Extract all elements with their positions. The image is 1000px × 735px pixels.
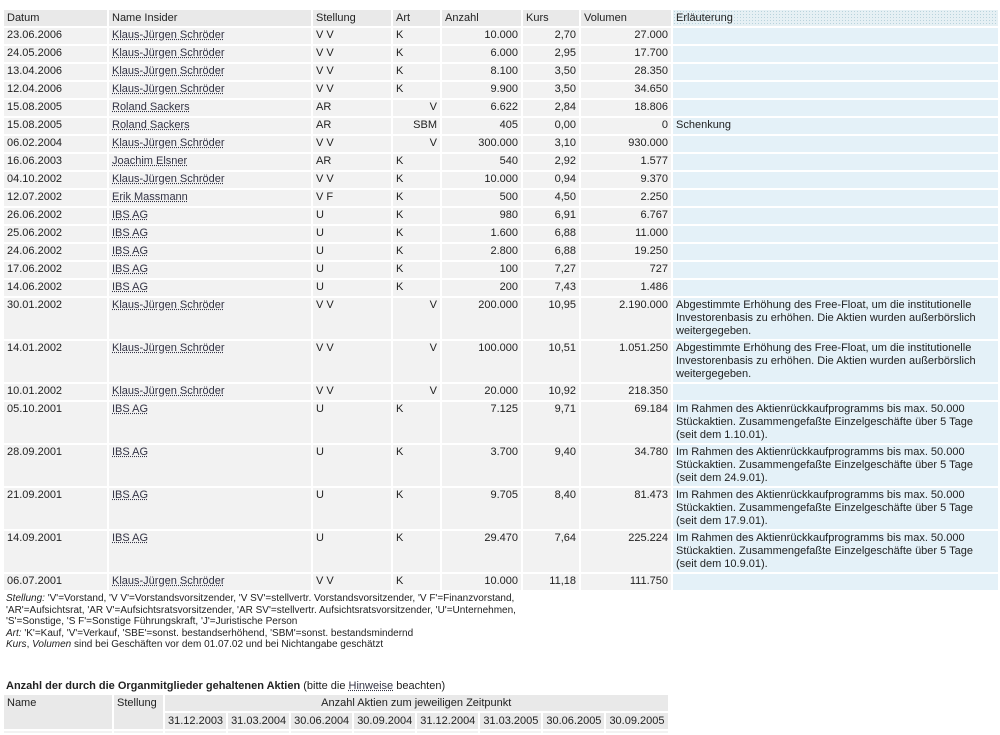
header-art: Art (393, 10, 440, 26)
insider-link[interactable]: Klaus-Jürgen Schröder (112, 29, 225, 41)
cell-stellung: AR (313, 100, 391, 116)
cell-erlaeuterung (673, 28, 998, 44)
cell-datum: 16.06.2003 (4, 154, 107, 170)
table-row (4, 280, 998, 296)
cell-art: V (393, 384, 440, 400)
cell-datum: 25.06.2002 (4, 226, 107, 242)
cell-kurs: 11,18 (523, 574, 579, 590)
date-column-header: 30.06.2004 (291, 713, 352, 729)
cell-anzahl: 2.800 (442, 244, 521, 260)
insider-link[interactable]: Klaus-Jürgen Schröder (112, 342, 225, 354)
header-anzahl: Anzahl (442, 10, 521, 26)
insider-link[interactable]: IBS AG (112, 227, 149, 239)
cell-name (109, 298, 311, 339)
insider-link[interactable]: IBS AG (112, 446, 149, 458)
col-group-header: Anzahl Aktien zum jeweiligen Zeitpunkt (165, 695, 668, 711)
header-erlaeuterung: Erläuterung (673, 10, 998, 26)
cell-erlaeuterung (673, 136, 998, 152)
cell-kurs: 8,40 (523, 488, 579, 529)
date-column-header: 30.06.2005 (543, 713, 604, 729)
cell-volumen: 69.184 (581, 402, 671, 443)
cell-anzahl: 405 (442, 118, 521, 134)
table-row (4, 190, 998, 206)
cell-name (109, 574, 311, 590)
holdings-heading (6, 679, 998, 693)
cell-stellung: V V (313, 341, 391, 382)
cell-art: K (393, 531, 440, 572)
cell-erlaeuterung (673, 154, 998, 170)
blank-cell (114, 731, 163, 733)
cell-anzahl: 8.100 (442, 64, 521, 80)
cell-stellung: V V (313, 298, 391, 339)
cell-kurs: 0,00 (523, 118, 579, 134)
cell-erlaeuterung (673, 100, 998, 116)
cell-datum: 12.07.2002 (4, 190, 107, 206)
cell-stellung: V V (313, 82, 391, 98)
cell-stellung: U (313, 402, 391, 443)
cell-stellung: AR (313, 118, 391, 134)
date-column-header: 31.12.2003 (165, 713, 226, 729)
cell-name (109, 136, 311, 152)
cell-name (109, 488, 311, 529)
cell-kurs: 9,40 (523, 445, 579, 486)
cell-stellung: U (313, 226, 391, 242)
cell-art: V (393, 341, 440, 382)
cell-erlaeuterung (673, 190, 998, 206)
cell-datum: 14.09.2001 (4, 531, 107, 572)
cell-datum: 21.09.2001 (4, 488, 107, 529)
cell-stellung: U (313, 280, 391, 296)
cell-art: SBM (393, 118, 440, 134)
col-name: Name (4, 695, 112, 729)
cell-stellung: V F (313, 190, 391, 206)
cell-erlaeuterung (673, 574, 998, 590)
cell-name (109, 82, 311, 98)
insider-link[interactable]: Klaus-Jürgen Schröder (112, 299, 225, 311)
cell-art: K (393, 28, 440, 44)
cell-art: V (393, 136, 440, 152)
insider-link[interactable]: Roland Sackers (112, 101, 190, 113)
table-row (4, 100, 998, 116)
cell-volumen: 27.000 (581, 28, 671, 44)
holdings-note-end: beachten) (393, 679, 446, 692)
insider-link[interactable]: Joachim Elsner (112, 155, 188, 167)
cell-stellung: AR (313, 154, 391, 170)
cell-name (109, 64, 311, 80)
cell-kurs: 6,88 (523, 226, 579, 242)
table-row (4, 574, 998, 590)
cell-anzahl: 1.600 (442, 226, 521, 242)
cell-volumen: 225.224 (581, 531, 671, 572)
cell-anzahl: 200 (442, 280, 521, 296)
legend-stellung-text: 'V'=Vorstand, 'V V'=Vorstandsvorsitzender, 'V SV'=stellvertr. Vorstandsvorsitzender, 'V F'=Finanzvorstand, 'AR'=Aufsichtsrat, 'AR V'=Aufsichtsratsvorsitzender, 'AR SV'=stellvertr. Aufsichtsratsvorsitzender, 'U'=Unternehmen, 'S'=Sonstige, 'S F'=Sonstige Führungskraft, 'J'=Juristische Person (6, 593, 516, 627)
cell-kurs: 2,70 (523, 28, 579, 44)
cell-erlaeuterung (673, 384, 998, 400)
cell-name (109, 46, 311, 62)
cell-volumen: 18.806 (581, 100, 671, 116)
cell-volumen: 81.473 (581, 488, 671, 529)
cell-name (109, 402, 311, 443)
cell-volumen: 2.190.000 (581, 298, 671, 339)
cell-art: K (393, 244, 440, 260)
blank-cell (417, 731, 478, 733)
header-datum: Datum (4, 10, 107, 26)
legend-stellung-label: Stellung: (6, 593, 45, 604)
legend-kurs-text: sind bei Geschäften vor dem 01.07.02 und bei Nichtangabe geschätzt (71, 639, 384, 650)
table-row (4, 531, 998, 572)
cell-art: K (393, 82, 440, 98)
cell-erlaeuterung: Im Rahmen des Aktienrückkaufprogramms bis max. 50.000 Stückaktien. Zusammengefaßte Einzelgeschäfte über 5 Tage (seit dem 10.9.01). (673, 531, 998, 572)
date-column-header: 30.09.2004 (354, 713, 415, 729)
cell-datum: 28.09.2001 (4, 445, 107, 486)
cell-art: K (393, 445, 440, 486)
table-row (4, 136, 998, 152)
cell-art: K (393, 172, 440, 188)
cell-datum: 23.06.2006 (4, 28, 107, 44)
cell-art: K (393, 226, 440, 242)
insider-link[interactable]: IBS AG (112, 489, 149, 501)
blank-cell (543, 731, 604, 733)
cell-kurs: 7,43 (523, 280, 579, 296)
cell-kurs: 2,92 (523, 154, 579, 170)
cell-name (109, 208, 311, 224)
insider-link[interactable]: Klaus-Jürgen Schröder (112, 385, 225, 397)
cell-kurs: 0,94 (523, 172, 579, 188)
cell-erlaeuterung (673, 280, 998, 296)
cell-anzahl: 500 (442, 190, 521, 206)
cell-anzahl: 10.000 (442, 574, 521, 590)
table-row (4, 82, 998, 98)
insider-link[interactable]: Klaus-Jürgen Schröder (112, 47, 225, 59)
cell-erlaeuterung (673, 208, 998, 224)
table-row (4, 298, 998, 339)
cell-art: K (393, 262, 440, 278)
table-row (4, 118, 998, 134)
cell-erlaeuterung (673, 244, 998, 260)
cell-volumen: 0 (581, 118, 671, 134)
cell-stellung: U (313, 488, 391, 529)
cell-datum: 06.07.2001 (4, 574, 107, 590)
abbreviation-legend (6, 593, 998, 651)
cell-name (109, 531, 311, 572)
cell-kurs: 3,10 (523, 136, 579, 152)
header-volumen: Volumen (581, 10, 671, 26)
cell-art: K (393, 574, 440, 590)
table-row (4, 208, 998, 224)
cell-name (109, 280, 311, 296)
cell-erlaeuterung: Schenkung (673, 118, 998, 134)
cell-datum: 26.06.2002 (4, 208, 107, 224)
date-column-header: 31.03.2004 (228, 713, 289, 729)
holdings-note: (bitte die (300, 679, 349, 692)
cell-stellung: U (313, 208, 391, 224)
insider-link[interactable]: Klaus-Jürgen Schröder (112, 575, 225, 587)
cell-kurs: 2,84 (523, 100, 579, 116)
table-row (4, 226, 998, 242)
cell-volumen: 19.250 (581, 244, 671, 260)
cell-volumen: 9.370 (581, 172, 671, 188)
date-column-header: 31.12.2004 (417, 713, 478, 729)
legend-art-label: Art: (6, 627, 22, 639)
cell-art: K (393, 190, 440, 206)
insider-link[interactable]: IBS AG (112, 532, 149, 544)
cell-erlaeuterung: Abgestimmte Erhöhung des Free-Float, um die institutionelle Investorenbasis zu erhöhen. Die Aktien wurden außerbörslich weitergegeben. (673, 341, 998, 382)
table-row (4, 172, 998, 188)
cell-name (109, 341, 311, 382)
insider-link[interactable]: Klaus-Jürgen Schröder (112, 65, 225, 77)
cell-kurs: 10,51 (523, 341, 579, 382)
cell-art: V (393, 298, 440, 339)
cell-anzahl: 6.622 (442, 100, 521, 116)
date-column-header: 31.03.2005 (480, 713, 541, 729)
cell-anzahl: 10.000 (442, 28, 521, 44)
cell-kurs: 3,50 (523, 64, 579, 80)
table-header-row (4, 10, 998, 26)
cell-anzahl: 300.000 (442, 136, 521, 152)
cell-anzahl: 540 (442, 154, 521, 170)
table-row (4, 46, 998, 62)
cell-volumen: 6.767 (581, 208, 671, 224)
cell-anzahl: 10.000 (442, 172, 521, 188)
cell-name (109, 100, 311, 116)
cell-art: K (393, 46, 440, 62)
legend-volumen-label: Volumen (32, 639, 72, 650)
holdings-header-row (4, 695, 668, 711)
cell-erlaeuterung (673, 64, 998, 80)
cell-anzahl: 100.000 (442, 341, 521, 382)
cell-anzahl: 200.000 (442, 298, 521, 339)
cell-anzahl: 980 (442, 208, 521, 224)
cell-volumen: 930.000 (581, 136, 671, 152)
cell-name (109, 226, 311, 242)
cell-stellung: V V (313, 46, 391, 62)
blank-cell (4, 731, 112, 733)
cell-anzahl: 9.705 (442, 488, 521, 529)
cell-volumen: 1.051.250 (581, 341, 671, 382)
holdings-row (4, 731, 668, 733)
cell-datum: 14.01.2002 (4, 341, 107, 382)
table-row (4, 244, 998, 260)
cell-art: K (393, 488, 440, 529)
cell-datum: 30.01.2002 (4, 298, 107, 339)
cell-anzahl: 7.125 (442, 402, 521, 443)
cell-name (109, 384, 311, 400)
cell-anzahl: 3.700 (442, 445, 521, 486)
cell-art: K (393, 280, 440, 296)
cell-stellung: U (313, 531, 391, 572)
holdings-title: Anzahl der durch die Organmitglieder gehaltenen Aktien (6, 679, 301, 692)
cell-datum: 12.04.2006 (4, 82, 107, 98)
cell-name (109, 190, 311, 206)
cell-volumen: 34.780 (581, 445, 671, 486)
cell-datum: 13.04.2006 (4, 64, 107, 80)
cell-datum: 15.08.2005 (4, 118, 107, 134)
cell-name (109, 28, 311, 44)
cell-datum: 14.06.2002 (4, 280, 107, 296)
cell-volumen: 11.000 (581, 226, 671, 242)
header-stellung: Stellung (313, 10, 391, 26)
table-row (4, 402, 998, 443)
blank-cell (354, 731, 415, 733)
legend-separator: , (26, 639, 33, 650)
cell-anzahl: 20.000 (442, 384, 521, 400)
cell-kurs: 10,95 (523, 298, 579, 339)
cell-stellung: V V (313, 574, 391, 590)
cell-name (109, 118, 311, 134)
insider-link[interactable]: IBS AG (112, 403, 149, 415)
cell-kurs: 7,64 (523, 531, 579, 572)
cell-volumen: 111.750 (581, 574, 671, 590)
blank-cell (165, 731, 226, 733)
holdings-table (2, 693, 670, 735)
insider-transactions-table (2, 8, 1000, 592)
cell-erlaeuterung (673, 226, 998, 242)
cell-volumen: 34.650 (581, 82, 671, 98)
cell-kurs: 10,92 (523, 384, 579, 400)
insider-link[interactable]: IBS AG (112, 209, 149, 221)
insider-link[interactable]: IBS AG (112, 263, 149, 275)
insider-link[interactable]: Klaus-Jürgen Schröder (112, 83, 225, 95)
cell-erlaeuterung (673, 46, 998, 62)
cell-kurs: 6,91 (523, 208, 579, 224)
col-stellung: Stellung (114, 695, 163, 729)
cell-erlaeuterung: Im Rahmen des Aktienrückkaufprogramms bis max. 50.000 Stückaktien. Zusammengefaßte Einzelgeschäfte über 5 Tage (seit dem 17.9.01). (673, 488, 998, 529)
cell-stellung: U (313, 262, 391, 278)
cell-datum: 17.06.2002 (4, 262, 107, 278)
insider-link[interactable]: IBS AG (112, 245, 149, 257)
insider-link[interactable]: Klaus-Jürgen Schröder (112, 137, 225, 149)
cell-volumen: 1.577 (581, 154, 671, 170)
cell-name (109, 445, 311, 486)
cell-datum: 24.06.2002 (4, 244, 107, 260)
cell-volumen: 28.350 (581, 64, 671, 80)
cell-stellung: U (313, 445, 391, 486)
cell-volumen: 727 (581, 262, 671, 278)
cell-name (109, 172, 311, 188)
cell-anzahl: 9.900 (442, 82, 521, 98)
table-row (4, 154, 998, 170)
cell-volumen: 2.250 (581, 190, 671, 206)
cell-kurs: 3,50 (523, 82, 579, 98)
cell-erlaeuterung (673, 262, 998, 278)
insider-link[interactable]: Klaus-Jürgen Schröder (112, 173, 225, 185)
cell-anzahl: 29.470 (442, 531, 521, 572)
hinweise-link[interactable]: Hinweise (348, 679, 394, 692)
table-row (4, 384, 998, 400)
cell-datum: 10.01.2002 (4, 384, 107, 400)
cell-name (109, 154, 311, 170)
header-kurs: Kurs (523, 10, 579, 26)
insider-link[interactable]: Erik Massmann (112, 191, 188, 203)
header-name: Name Insider (109, 10, 311, 26)
blank-cell (480, 731, 541, 733)
cell-art: V (393, 100, 440, 116)
cell-erlaeuterung (673, 82, 998, 98)
table-row (4, 488, 998, 529)
cell-kurs: 9,71 (523, 402, 579, 443)
cell-erlaeuterung: Abgestimmte Erhöhung des Free-Float, um die institutionelle Investorenbasis zu erhöhen. Die Aktien wurden außerbörslich weitergegeben. (673, 298, 998, 339)
cell-volumen: 17.700 (581, 46, 671, 62)
blank-cell (606, 731, 667, 733)
cell-name (109, 262, 311, 278)
cell-volumen: 1.486 (581, 280, 671, 296)
cell-stellung: U (313, 244, 391, 260)
table-row (4, 262, 998, 278)
cell-kurs: 4,50 (523, 190, 579, 206)
table-row (4, 28, 998, 44)
table-row (4, 445, 998, 486)
table-row (4, 64, 998, 80)
cell-anzahl: 6.000 (442, 46, 521, 62)
cell-anzahl: 100 (442, 262, 521, 278)
cell-stellung: V V (313, 28, 391, 44)
cell-art: K (393, 154, 440, 170)
cell-kurs: 2,95 (523, 46, 579, 62)
date-column-header: 30.09.2005 (606, 713, 667, 729)
cell-datum: 24.05.2006 (4, 46, 107, 62)
cell-erlaeuterung: Im Rahmen des Aktienrückkaufprogramms bis max. 50.000 Stückaktien. Zusammengefaßte Einzelgeschäfte über 5 Tage (seit dem 1.10.01). (673, 402, 998, 443)
cell-stellung: V V (313, 136, 391, 152)
insider-link[interactable]: IBS AG (112, 281, 149, 293)
cell-stellung: V V (313, 384, 391, 400)
legend-art-text: 'K'=Kauf, 'V'=Verkauf, 'SBE'=sonst. bestandserhöhend, 'SBM'=sonst. bestandsmindernd (21, 627, 414, 639)
legend-kurs-label: Kurs (6, 639, 27, 650)
cell-name (109, 244, 311, 260)
table-row (4, 341, 998, 382)
cell-art: K (393, 208, 440, 224)
blank-cell (228, 731, 289, 733)
cell-datum: 04.10.2002 (4, 172, 107, 188)
blank-cell (291, 731, 352, 733)
cell-erlaeuterung (673, 172, 998, 188)
cell-volumen: 218.350 (581, 384, 671, 400)
cell-stellung: V V (313, 172, 391, 188)
cell-erlaeuterung: Im Rahmen des Aktienrückkaufprogramms bis max. 50.000 Stückaktien. Zusammengefaßte Einzelgeschäfte über 5 Tage (seit dem 24.9.01). (673, 445, 998, 486)
cell-art: K (393, 402, 440, 443)
cell-stellung: V V (313, 64, 391, 80)
cell-art: K (393, 64, 440, 80)
insider-link[interactable]: Roland Sackers (112, 119, 190, 131)
cell-datum: 06.02.2004 (4, 136, 107, 152)
cell-datum: 05.10.2001 (4, 402, 107, 443)
cell-kurs: 6,88 (523, 244, 579, 260)
cell-kurs: 7,27 (523, 262, 579, 278)
cell-datum: 15.08.2005 (4, 100, 107, 116)
